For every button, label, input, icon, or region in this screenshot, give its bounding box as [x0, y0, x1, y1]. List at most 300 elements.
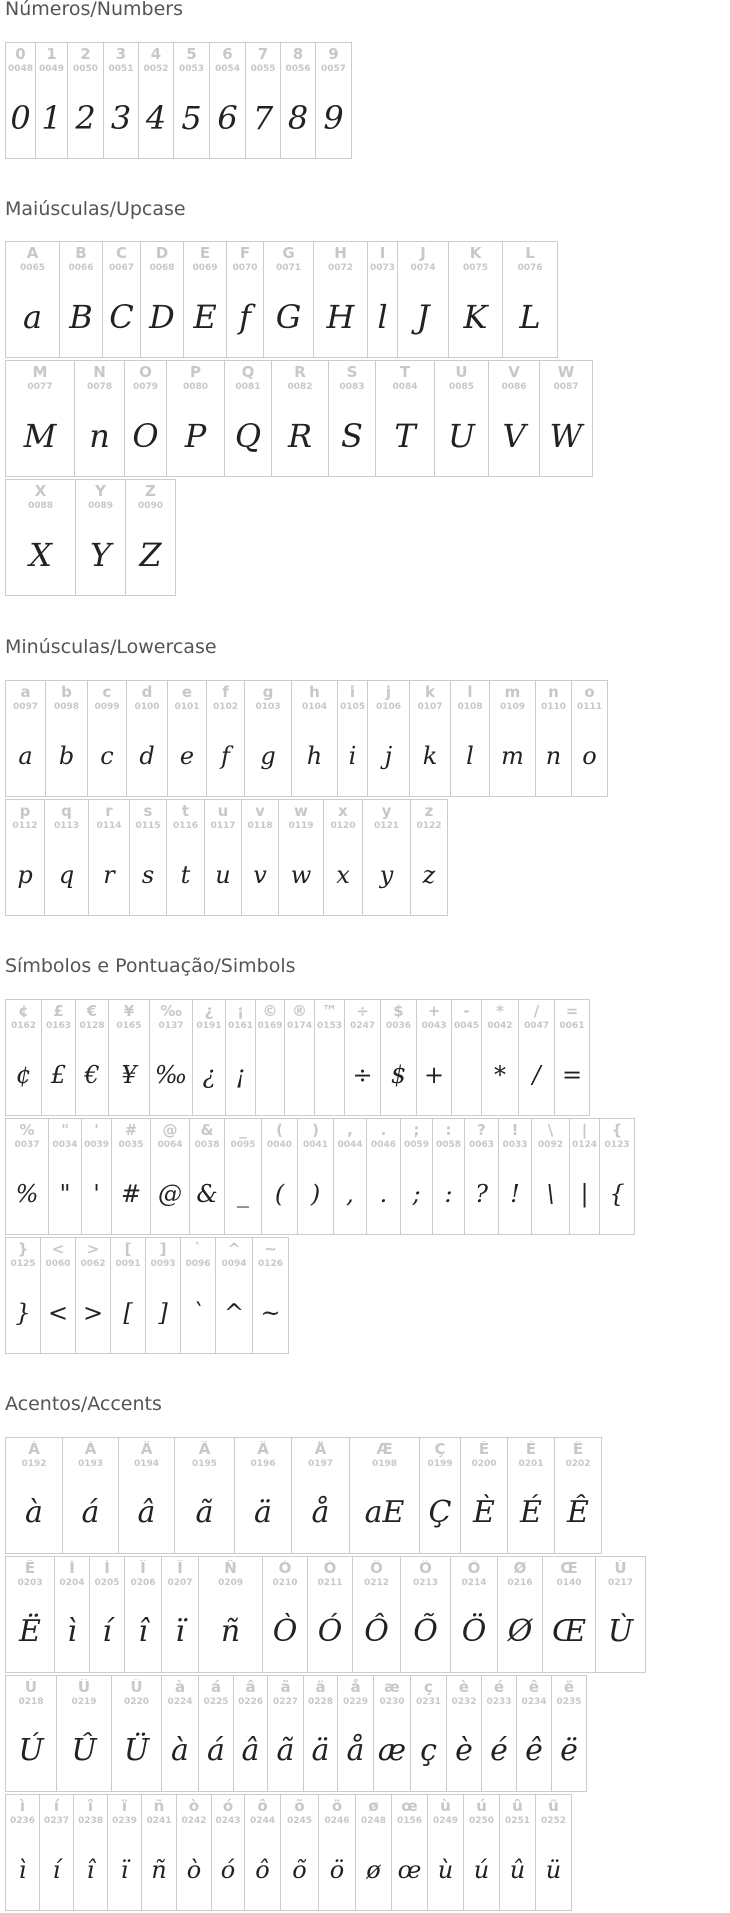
glyph-code: 0096 [185, 1259, 211, 1269]
glyph-cell [198, 1675, 234, 1792]
glyph-cell [206, 680, 245, 797]
glyph-code: 0056 [285, 64, 311, 74]
glyph-cell [126, 680, 168, 797]
glyph-cell [209, 42, 246, 159]
glyph-label: 0 [15, 46, 26, 63]
glyph-sample: i [348, 742, 357, 770]
glyph-cell [5, 42, 36, 159]
glyph-cell [278, 799, 324, 916]
glyph-code: 0126 [257, 1259, 284, 1269]
glyph-sample: l [466, 742, 474, 770]
section-title-accents: Acentos/Accents [5, 1393, 162, 1415]
glyph-label: z [424, 803, 434, 820]
glyph-code: 0093 [150, 1259, 176, 1269]
glyph-sample: s [141, 861, 155, 889]
glyph-label: H [334, 245, 347, 262]
glyph-label: Ä [257, 1441, 269, 1458]
glyph-code: 0111 [576, 702, 603, 712]
glyph-label: ? [477, 1122, 486, 1139]
glyph-cell [380, 999, 417, 1116]
glyph-label: > [86, 1241, 100, 1258]
glyph-code: 0246 [324, 1816, 350, 1826]
glyph-label: ù [440, 1798, 451, 1815]
glyph-sample: d [139, 742, 155, 770]
glyph-code: 0217 [607, 1578, 634, 1588]
glyph-cell [5, 1794, 40, 1911]
glyph-row [5, 1794, 571, 1911]
glyph-label: ! [511, 1122, 519, 1139]
glyph-label: û [512, 1798, 523, 1815]
glyph-sample: t [180, 861, 191, 889]
glyph-code: 0191 [196, 1021, 222, 1031]
glyph-code: 0041 [302, 1140, 329, 1150]
glyph-cell [225, 999, 256, 1116]
glyph-label: € [86, 1003, 98, 1020]
glyph-cell [518, 999, 555, 1116]
glyph-cell [410, 1675, 447, 1792]
glyph-label: s [143, 803, 153, 820]
glyph-code: 0224 [167, 1697, 193, 1707]
glyph-cell [87, 680, 127, 797]
glyph-label: ( [276, 1122, 283, 1139]
glyph-sample: 1 [41, 99, 62, 137]
glyph-label: Ë [24, 1560, 36, 1577]
glyph-cell [5, 1237, 41, 1354]
glyph-sample: R [287, 417, 313, 455]
glyph-cell [450, 680, 490, 797]
glyph-cell [280, 1794, 319, 1911]
glyph-code: 0070 [232, 263, 258, 273]
glyph-code: 0089 [87, 501, 114, 511]
glyph-label: ¢ [18, 1003, 29, 1020]
glyph-sample: B [69, 298, 93, 336]
glyph-cell [35, 42, 68, 159]
glyph-label: M [32, 364, 48, 381]
glyph-label: - [463, 1003, 470, 1020]
glyph-label: @ [162, 1122, 178, 1139]
glyph-code: 0099 [94, 702, 120, 712]
glyph-code: 0123 [604, 1140, 630, 1150]
glyph-label: & [200, 1122, 214, 1139]
glyph-label: 8 [292, 46, 304, 63]
glyph-sample: . [379, 1180, 388, 1208]
glyph-sample: " [59, 1180, 71, 1208]
glyph-label: ö [331, 1798, 343, 1815]
glyph-sample: u [215, 861, 231, 889]
glyph-sample: O [132, 417, 159, 455]
glyph-code: 0045 [453, 1021, 480, 1031]
glyph-code: 0237 [43, 1816, 70, 1826]
glyph-sample: $ [390, 1061, 407, 1089]
glyph-cell [349, 1437, 420, 1554]
glyph-row [5, 999, 589, 1116]
glyph-label: $ [393, 1003, 404, 1020]
glyph-sample: ä [254, 1495, 272, 1530]
glyph-cell [489, 680, 536, 797]
glyph-code: 0046 [370, 1140, 397, 1150]
glyph-sample: + [423, 1061, 445, 1089]
glyph-cell [460, 1437, 508, 1554]
glyph-sample: ú [473, 1856, 490, 1884]
glyph-cell [498, 1118, 532, 1235]
glyph-label: Ã [198, 1441, 211, 1458]
glyph-label: ÷ [356, 1003, 369, 1020]
glyph-cell [75, 479, 126, 596]
glyph-code: 0193 [77, 1459, 104, 1469]
glyph-code: 0115 [135, 821, 161, 831]
glyph-label: ü [548, 1798, 559, 1815]
glyph-code: 0088 [27, 501, 54, 511]
glyph-cell [314, 999, 345, 1116]
glyph-sample: o [582, 742, 597, 770]
glyph-code: 0156 [396, 1816, 423, 1826]
glyph-label: ä [315, 1679, 326, 1696]
glyph-label: Î [140, 1560, 146, 1577]
glyph-cell [54, 1556, 90, 1673]
glyph-code: 0050 [72, 64, 99, 74]
glyph-code: 0064 [157, 1140, 183, 1150]
glyph-code: 0231 [415, 1697, 442, 1707]
glyph-label: ã [280, 1679, 291, 1696]
glyph-label: C [115, 245, 127, 262]
glyph-sample: aE [364, 1495, 405, 1530]
glyph-label: ™ [322, 1003, 337, 1020]
glyph-cell [451, 999, 482, 1116]
glyph-label: r [105, 803, 113, 820]
glyph-label: P [190, 364, 201, 381]
glyph-cell [40, 1237, 76, 1354]
glyph-label: e [181, 684, 193, 701]
glyph-cell [73, 1794, 108, 1911]
glyph-code: 0072 [327, 263, 354, 273]
glyph-sample: Ö [461, 1614, 487, 1649]
glyph-sample: > [82, 1299, 104, 1327]
glyph-sample: Q [234, 417, 262, 455]
glyph-sample: T [394, 417, 416, 455]
glyph-cell [174, 1437, 235, 1554]
glyph-label: { [611, 1122, 623, 1139]
glyph-label: E [199, 245, 211, 262]
glyph-sample: ] [158, 1299, 168, 1327]
glyph-cell [252, 1237, 289, 1354]
glyph-code: 0092 [537, 1140, 564, 1150]
glyph-code: 0113 [53, 821, 80, 831]
glyph-sample: ¢ [15, 1061, 32, 1089]
glyph-code: 0137 [158, 1021, 184, 1031]
glyph-code: 0079 [132, 382, 159, 392]
glyph-label: 3 [115, 46, 127, 63]
glyph-sample: W [549, 417, 583, 455]
glyph-code: 0228 [307, 1697, 334, 1707]
glyph-cell [375, 360, 435, 477]
glyph-label: ú [476, 1798, 487, 1815]
glyph-cell [149, 999, 193, 1116]
glyph-label: N [93, 364, 106, 381]
glyph-label: ç [424, 1679, 433, 1696]
glyph-cell [102, 241, 141, 358]
glyph-sample: É [520, 1495, 542, 1530]
glyph-label: ¥ [123, 1003, 135, 1020]
glyph-label: Ç [434, 1441, 446, 1458]
glyph-sample: Ê [567, 1495, 589, 1530]
glyph-sample: q [58, 861, 75, 889]
glyph-label: ^ [227, 1241, 241, 1258]
glyph-sample: a [18, 742, 33, 770]
glyph-sample: ` [192, 1299, 204, 1327]
glyph-code: 0104 [301, 702, 328, 712]
glyph-cell [539, 360, 593, 477]
section-title-symbols: Símbolos e Pontuação/Simbols [5, 955, 296, 977]
glyph-sample: 9 [323, 99, 344, 137]
glyph-sample: î [138, 1614, 148, 1649]
glyph-sample: 7 [252, 99, 274, 137]
glyph-cell [192, 999, 226, 1116]
glyph-cell [261, 1118, 298, 1235]
glyph-sample: á [81, 1495, 100, 1530]
glyph-sample: y [379, 861, 394, 889]
glyph-cell [542, 1556, 596, 1673]
glyph-sample: f [239, 298, 251, 336]
glyph-sample: Ü [123, 1733, 150, 1768]
glyph-code: 0075 [462, 263, 489, 273]
glyph-cell [180, 1237, 216, 1354]
glyph-code: 0234 [521, 1697, 547, 1707]
glyph-sample: = [561, 1061, 583, 1089]
glyph-code: 0061 [559, 1021, 585, 1031]
glyph-label: ì [19, 1798, 26, 1815]
glyph-cell [5, 1675, 57, 1792]
glyph-code: 0063 [468, 1140, 495, 1150]
glyph-cell [129, 799, 167, 916]
glyph-sample: ã [276, 1733, 295, 1768]
glyph-code: 0232 [451, 1697, 477, 1707]
glyph-label: Ø [513, 1560, 527, 1577]
glyph-cell [108, 999, 150, 1116]
glyph-code: 0225 [203, 1697, 229, 1707]
glyph-code: 0052 [143, 64, 169, 74]
glyph-code: 0103 [255, 702, 281, 712]
glyph-label: È [478, 1441, 490, 1458]
glyph-sample: f [221, 742, 230, 770]
glyph-code: 0201 [518, 1459, 544, 1469]
glyph-cell [571, 680, 608, 797]
glyph-cell [234, 1437, 292, 1554]
glyph-label: Ô [370, 1560, 383, 1577]
glyph-cell [497, 1556, 543, 1673]
glyph-sample: Ó [317, 1614, 343, 1649]
glyph-sample: ù [437, 1856, 454, 1884]
glyph-cell [189, 1118, 225, 1235]
glyph-sample: E [193, 298, 217, 336]
glyph-cell [75, 999, 109, 1116]
glyph-code: 0161 [227, 1021, 254, 1031]
glyph-cell [367, 680, 410, 797]
glyph-label: u [217, 803, 229, 820]
glyph-row [5, 1556, 645, 1673]
glyph-sample: 4 [145, 99, 167, 137]
glyph-label: g [262, 684, 274, 701]
glyph-sample: # [120, 1180, 142, 1208]
glyph-label: q [61, 803, 72, 820]
glyph-sample: á [207, 1733, 225, 1768]
glyph-label: Ê [572, 1441, 584, 1458]
glyph-cell [263, 241, 314, 358]
glyph-code: 0077 [27, 382, 53, 392]
glyph-label: œ [401, 1798, 418, 1815]
glyph-cell [141, 1794, 177, 1911]
glyph-label: B [75, 245, 87, 262]
glyph-sample: c [100, 742, 114, 770]
glyph-label: I [379, 245, 386, 262]
glyph-sample: * [494, 1061, 506, 1089]
glyph-sample: Õ [413, 1614, 438, 1649]
glyph-code: 0048 [7, 64, 34, 74]
glyph-sample: h [306, 742, 323, 770]
glyph-cell [337, 680, 368, 797]
glyph-cell [215, 1237, 253, 1354]
glyph-sample: ü [545, 1856, 562, 1884]
glyph-cell [595, 1556, 646, 1673]
glyph-code: 0069 [192, 263, 218, 273]
glyph-sample: Ú [18, 1733, 44, 1768]
glyph-cell [5, 1437, 63, 1554]
glyph-code: 0083 [339, 382, 365, 392]
glyph-label: ] [159, 1241, 167, 1258]
glyph-row [5, 799, 447, 916]
glyph-cell [344, 999, 381, 1116]
glyph-sample: Ò [272, 1614, 298, 1649]
glyph-code: 0120 [330, 821, 356, 831]
glyph-cell [328, 360, 376, 477]
glyph-cell [5, 999, 42, 1116]
glyph-code: 0034 [52, 1140, 78, 1150]
glyph-label: Ü [130, 1679, 143, 1696]
glyph-sample: ( [274, 1180, 285, 1208]
glyph-cell [303, 1675, 338, 1792]
glyph-code: 0192 [21, 1459, 47, 1469]
glyph-label: _ [239, 1122, 247, 1139]
glyph-code: 0094 [221, 1259, 247, 1269]
glyph-code: 0226 [237, 1697, 264, 1707]
glyph-code: 0101 [174, 702, 200, 712]
glyph-sample: U [448, 417, 475, 455]
glyph-sample: £ [50, 1061, 67, 1089]
glyph-label: R [294, 364, 306, 381]
glyph-code: 0195 [191, 1459, 218, 1469]
glyph-code: 0109 [499, 702, 526, 712]
glyph-cell [410, 799, 448, 916]
glyph-code: 0214 [461, 1578, 487, 1588]
glyph-cell [245, 42, 281, 159]
glyph-code: 0211 [317, 1578, 343, 1588]
glyph-row [5, 1437, 601, 1554]
glyph-label: ® [292, 1003, 307, 1020]
glyph-code: 0236 [9, 1816, 36, 1826]
glyph-sample: D [149, 298, 175, 336]
glyph-cell [464, 1118, 499, 1235]
glyph-label: " [61, 1122, 69, 1139]
glyph-sample: ô [255, 1856, 270, 1884]
glyph-code: 0074 [410, 263, 436, 273]
glyph-sample: l [377, 298, 388, 336]
glyph-label: é [493, 1679, 505, 1696]
glyph-cell [173, 42, 210, 159]
glyph-sample: 3 [110, 99, 132, 137]
glyph-sample: V [502, 417, 526, 455]
glyph-code: 0249 [432, 1816, 459, 1826]
glyph-code: 0209 [217, 1578, 244, 1588]
glyph-sample: b [58, 742, 75, 770]
glyph-sample: å [311, 1495, 330, 1530]
glyph-cell [124, 1556, 162, 1673]
glyph-cell [138, 42, 174, 159]
glyph-sample: Z [139, 536, 162, 574]
glyph-label: æ [384, 1679, 400, 1696]
glyph-label: \ [547, 1122, 554, 1139]
glyph-row [5, 1237, 288, 1354]
glyph-sample: J [416, 298, 430, 336]
glyph-code: 0245 [286, 1816, 313, 1826]
glyph-label: V [508, 364, 520, 381]
glyph-sample: : [444, 1180, 453, 1208]
glyph-code: 0212 [363, 1578, 390, 1588]
glyph-cell [67, 42, 104, 159]
glyph-cell [284, 999, 315, 1116]
glyph-sample: j [384, 742, 393, 770]
glyph-code: 0206 [130, 1578, 156, 1588]
glyph-sample: æ [377, 1733, 407, 1768]
glyph-cell [59, 241, 103, 358]
glyph-label: w [294, 803, 308, 820]
glyph-cell [262, 1556, 308, 1673]
glyph-sample: ò [186, 1856, 202, 1884]
glyph-label: } [17, 1241, 29, 1258]
glyph-label: 7 [257, 46, 269, 63]
glyph-sample: â [241, 1733, 260, 1768]
glyph-label: A [26, 245, 39, 262]
glyph-cell [5, 680, 46, 797]
glyph-code: 0067 [108, 263, 135, 273]
glyph-label: Ì [69, 1560, 75, 1577]
glyph-cell [409, 680, 451, 797]
glyph-cell [569, 1118, 600, 1235]
glyph-code: 0100 [134, 702, 160, 712]
glyph-sample: Û [71, 1733, 97, 1768]
glyph-sample: 6 [217, 99, 238, 137]
glyph-code: 0038 [194, 1140, 220, 1150]
glyph-code: 0076 [517, 263, 543, 273]
glyph-code: 0044 [337, 1140, 363, 1150]
glyph-label: © [262, 1003, 278, 1020]
glyph-cell [211, 1794, 245, 1911]
glyph-row [5, 680, 607, 797]
glyph-cell [271, 360, 329, 477]
glyph-cell [352, 1556, 401, 1673]
glyph-sample: Œ [551, 1614, 587, 1649]
glyph-code: 0197 [307, 1459, 334, 1469]
glyph-label: k [425, 684, 435, 701]
glyph-code: 0218 [18, 1697, 44, 1707]
glyph-code: 0095 [230, 1140, 256, 1150]
glyph-sample: å [346, 1733, 365, 1768]
glyph-cell [280, 42, 316, 159]
glyph-sample: g [260, 742, 276, 770]
glyph-code: 0080 [182, 382, 209, 392]
glyph-code: 0036 [385, 1021, 412, 1031]
glyph-code: 0058 [435, 1140, 462, 1150]
glyph-cell [183, 241, 227, 358]
glyph-code: 0252 [540, 1816, 567, 1826]
